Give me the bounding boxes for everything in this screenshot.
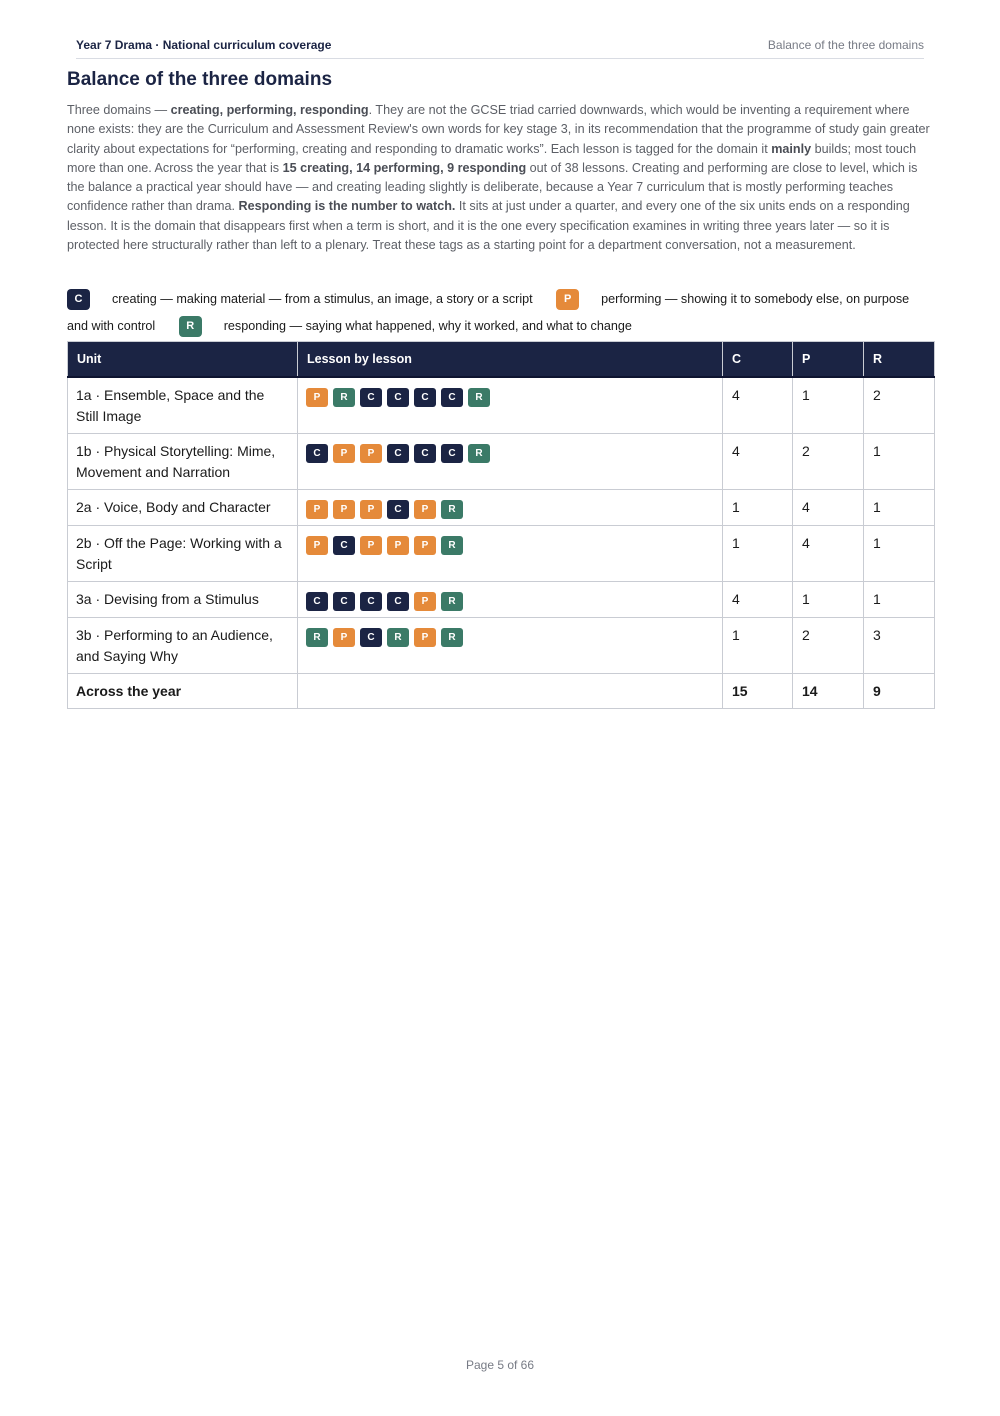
table-row: [68, 377, 935, 434]
count-p: 4: [793, 526, 864, 582]
header-left: Year 7 Drama · National curriculum coverage: [76, 38, 332, 52]
lesson-tags: [306, 533, 714, 555]
count-c: 4: [723, 434, 793, 490]
table-row: [68, 582, 935, 618]
intro-bold: 15 creating, 14 performing, 9 responding: [282, 160, 527, 175]
intro-bold: mainly: [771, 141, 812, 156]
lesson-tag-responding: R: [441, 500, 463, 519]
count-r: 1: [864, 526, 935, 582]
lesson-tag-performing: P: [333, 444, 355, 463]
col-header-c: C: [723, 342, 793, 378]
col-header-unit: Unit: [68, 342, 298, 378]
lesson-tags-cell: [298, 526, 723, 582]
unit-name: 1b · Physical Storytelling: Mime, Movement and Narration: [68, 434, 298, 490]
page-title: Balance of the three domains: [67, 69, 333, 90]
legend-item-responding: [179, 319, 652, 333]
lesson-tags: [306, 497, 714, 519]
lesson-tags: [306, 441, 714, 463]
creating-badge: C: [67, 289, 90, 310]
page-number: Page 5 of 66: [465, 1358, 535, 1372]
count-p: 1: [793, 377, 864, 434]
domain-legend: [67, 286, 933, 340]
lesson-tag-performing: P: [414, 628, 436, 647]
count-c: 1: [723, 490, 793, 526]
lesson-tag-performing: P: [333, 628, 355, 647]
performing-badge: P: [556, 289, 579, 310]
count-c: 4: [723, 377, 793, 434]
lesson-tag-creating: C: [333, 592, 355, 611]
lesson-tag-performing: P: [306, 500, 328, 519]
intro-bold: creating, performing, responding: [170, 103, 369, 117]
lesson-tags-cell: [298, 434, 723, 490]
lesson-tag-performing: P: [306, 388, 328, 407]
lesson-tag-performing: P: [414, 536, 436, 555]
lesson-tag-responding: R: [333, 388, 355, 407]
count-p: 2: [793, 618, 864, 674]
intro-text: . They are not the GCSE triad carried downwards, which would be inventing a requirement where none exists: they are the Curriculum and Assessment Review's own words for key stage 3, in its recommendation that the programme of study gain greater clarity about expectations for “performing, creating and responding to dramatic works”. Each lesson is tagged for the domain it: [67, 103, 930, 156]
unit-name: 2a · Voice, Body and Character: [68, 490, 298, 526]
count-r: 3: [864, 618, 935, 674]
intro-paragraph: [67, 101, 933, 255]
lesson-tag-performing: P: [414, 500, 436, 519]
lesson-tag-creating: C: [333, 536, 355, 555]
lesson-tags-cell: [298, 618, 723, 674]
lesson-tags: [306, 589, 714, 611]
intro-bold: Responding is the number to watch.: [238, 199, 456, 214]
count-p: 2: [793, 434, 864, 490]
lesson-tag-responding: R: [468, 388, 490, 407]
unit-name: 3b · Performing to an Audience, and Saying Why: [68, 618, 298, 674]
table-body: [68, 377, 935, 674]
lesson-tag-performing: P: [360, 444, 382, 463]
lesson-tag-creating: C: [441, 444, 463, 463]
total-row: [68, 674, 935, 709]
count-r: 2: [864, 377, 935, 434]
legend-creating-desc: creating — making material — from a stimulus, an image, a story or a script: [112, 292, 533, 306]
intro-text: Three domains —: [67, 103, 171, 117]
lesson-tag-creating: C: [387, 388, 409, 407]
total-c: 15: [723, 674, 793, 709]
responding-badge: R: [179, 316, 202, 337]
lesson-tag-creating: C: [414, 444, 436, 463]
unit-name: 1a · Ensemble, Space and the Still Image: [68, 377, 298, 434]
lesson-tag-responding: R: [306, 628, 328, 647]
table-row: [68, 490, 935, 526]
lesson-tags-cell: [298, 490, 723, 526]
table-row: [68, 526, 935, 582]
lesson-tag-creating: C: [306, 444, 328, 463]
total-p: 14: [793, 674, 864, 709]
unit-name: 3a · Devising from a Stimulus: [68, 582, 298, 618]
count-r: 1: [864, 582, 935, 618]
lesson-tag-creating: C: [306, 592, 328, 611]
lesson-tag-responding: R: [387, 628, 409, 647]
lesson-tag-responding: R: [468, 444, 490, 463]
lesson-tag-performing: P: [306, 536, 328, 555]
lesson-tags: [306, 385, 714, 407]
lesson-tag-performing: P: [387, 536, 409, 555]
legend-responding-desc: responding — saying what happened, why it worked, and what to change: [223, 319, 632, 333]
lesson-tag-performing: P: [360, 500, 382, 519]
table-row: [68, 618, 935, 674]
lesson-tags-cell: [298, 377, 723, 434]
total-label: Across the year: [68, 674, 298, 709]
table-row: [68, 434, 935, 490]
lesson-tag-creating: C: [387, 500, 409, 519]
lesson-tag-creating: C: [387, 592, 409, 611]
header-right: Balance of the three domains: [767, 38, 924, 52]
lesson-tag-creating: C: [441, 388, 463, 407]
lesson-tag-performing: P: [414, 592, 436, 611]
col-header-p: P: [793, 342, 864, 378]
lesson-tag-creating: C: [387, 444, 409, 463]
lesson-tags-cell: [298, 582, 723, 618]
lesson-tag-creating: C: [360, 388, 382, 407]
count-c: 1: [723, 526, 793, 582]
lesson-tag-creating: C: [360, 628, 382, 647]
intro-text: It sits at just under a quarter, and every one of the six units ends on a responding lesson. It is the domain that disappears first when a term is short, and it is the one every specification examines in writing three years later — so it is protected here structurally rather than left to a plenary. Treat these tags as a starting point for a department conversation, not a measurement.: [67, 199, 910, 253]
coverage-table: [67, 341, 935, 709]
lesson-tag-responding: R: [441, 628, 463, 647]
count-p: 4: [793, 490, 864, 526]
legend-performing-desc: performing — showing it to somebody else, on purpose and with control: [67, 292, 910, 333]
legend-item-creating: [67, 292, 553, 306]
lesson-tag-responding: R: [441, 536, 463, 555]
count-p: 1: [793, 582, 864, 618]
lesson-tags: [306, 625, 714, 647]
lesson-tag-performing: P: [333, 500, 355, 519]
unit-name: 2b · Off the Page: Working with a Script: [68, 526, 298, 582]
col-header-r: R: [864, 342, 935, 378]
running-header: [76, 38, 924, 59]
lesson-tag-responding: R: [441, 592, 463, 611]
intro-text: builds; most touch more than one. Across the year that is: [67, 141, 917, 175]
intro-text: out of 38 lessons. Creating and performing are close to level, which is the balance a practical year should have — and creating leading slightly is deliberate, because a Year 7 curriculum that is mostly performing teaches confidence rather than drama.: [67, 160, 918, 214]
col-header-lessons: Lesson by lesson: [298, 342, 723, 378]
lesson-tag-performing: P: [360, 536, 382, 555]
count-c: 4: [723, 582, 793, 618]
total-r: 9: [864, 674, 935, 709]
count-r: 1: [864, 434, 935, 490]
total-lessons-cell: [298, 674, 723, 709]
count-c: 1: [723, 618, 793, 674]
count-r: 1: [864, 490, 935, 526]
lesson-tag-creating: C: [360, 592, 382, 611]
lesson-tag-creating: C: [414, 388, 436, 407]
table-header-row: [68, 342, 935, 378]
